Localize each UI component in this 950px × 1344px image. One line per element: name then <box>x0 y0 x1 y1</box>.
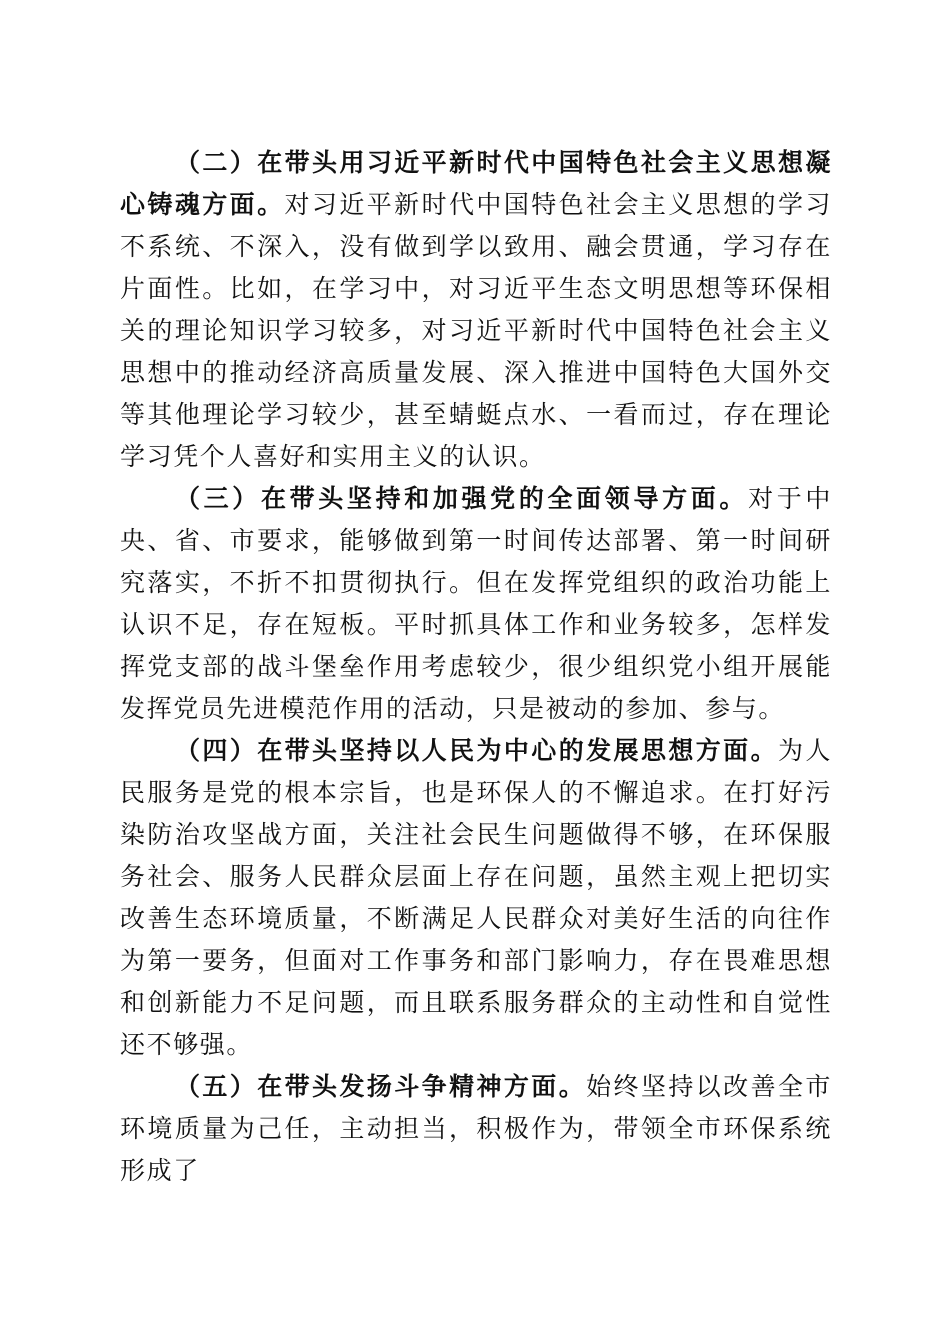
paragraph-heading: （二）在带头用习近平新时代中国特色社会主义思想凝心铸魂方面。 <box>120 148 832 219</box>
paragraph-2 <box>120 142 832 478</box>
paragraph-text: 对习近平新时代中国特色社会主义思想的学习不系统、不深入，没有做到学以致用、融会贯通，学习存在片面性。比如，在学习中，对习近平生态文明思想等环保相关的理论知识学习较多，对习近平新时代中国特色社会主义思想中的推动经济高质量发展、深入推进中国特色大国外交等其他理论学习较少，甚至蜻蜓点水、一看而过，存在理论学习凭个人喜好和实用主义的认识。 <box>120 190 832 471</box>
document-body <box>120 142 832 1192</box>
paragraph-text: 为人民服务是党的根本宗旨，也是环保人的不懈追求。在打好污染防治攻坚战方面，关注社会民生问题做得不够，在环保服务社会、服务人民群众层面上存在问题，虽然主观上把切实改善生态环境质量，不断满足人民群众对美好生活的向往作为第一要务，但面对工作事务和部门影响力，存在畏难思想和创新能力不足问题，而且联系服务群众的主动性和自觉性还不够强。 <box>120 736 833 1059</box>
paragraph-3 <box>120 478 832 730</box>
paragraph-5 <box>120 1066 832 1192</box>
paragraph-text: 始终坚持以改善全市环境质量为己任，主动担当，积极作为，带领全市环保系统形成了 <box>120 1072 832 1185</box>
paragraph-heading: （五）在带头发扬斗争精神方面。 <box>175 1072 587 1101</box>
paragraph-4 <box>120 730 832 1066</box>
paragraph-heading: （四）在带头坚持以人民为中心的发展思想方面。 <box>175 736 778 765</box>
paragraph-heading: （三）在带头坚持和加强党的全面领导方面。 <box>175 484 749 513</box>
paragraph-text: 对于中央、省、市要求，能够做到第一时间传达部署、第一时间研究落实，不折不扣贯彻执行。但在发挥党组织的政治功能上认识不足，存在短板。平时抓具体工作和业务较多，怎样发挥党支部的战斗堡垒作用考虑较少，很少组织党小组开展能发挥党员先进模范作用的活动，只是被动的参加、参与。 <box>120 484 832 723</box>
